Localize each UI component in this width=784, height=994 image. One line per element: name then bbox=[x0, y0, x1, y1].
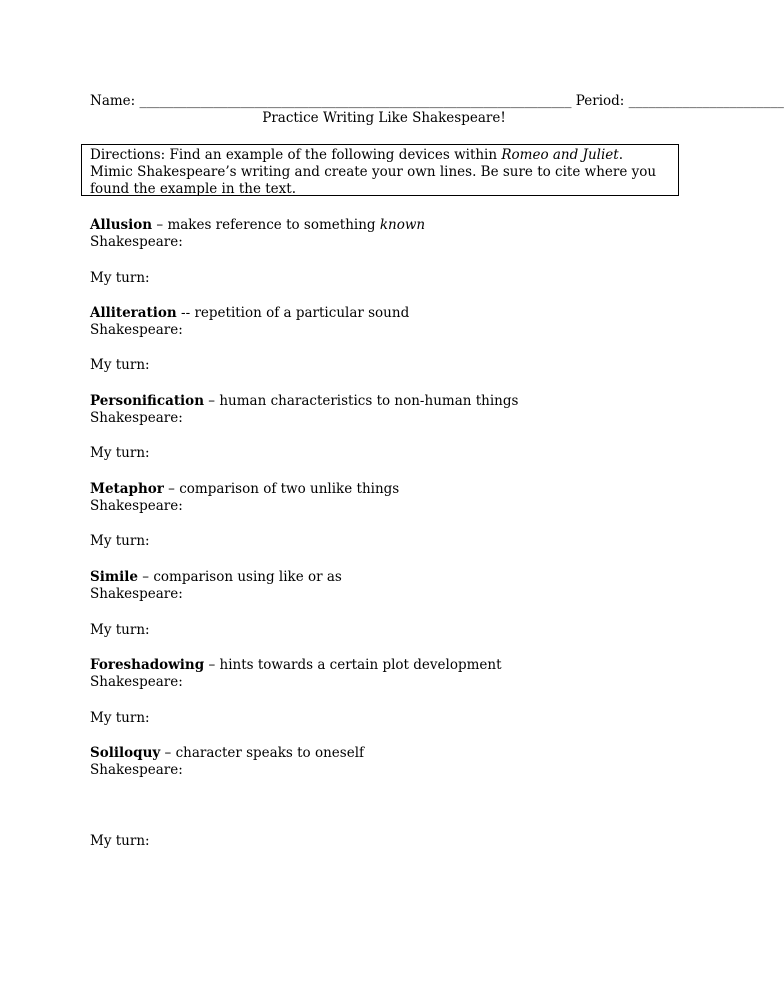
device-definition: -- repetition of a particular sound bbox=[176, 305, 410, 321]
worksheet-title: Practice Writing Like Shakespeare! bbox=[262, 110, 506, 126]
device-alliteration bbox=[90, 305, 409, 322]
directions-text-start: Directions: Find an example of the following devices within bbox=[90, 147, 502, 163]
my-turn-label: My turn: bbox=[90, 622, 150, 638]
device-term: Simile bbox=[90, 569, 139, 585]
shakespeare-label: Shakespeare: bbox=[90, 586, 183, 602]
device-definition: – human characteristics to non-human things bbox=[204, 393, 519, 409]
shakespeare-label: Shakespeare: bbox=[90, 322, 183, 338]
device-personification bbox=[90, 393, 518, 410]
device-term: Metaphor bbox=[90, 481, 164, 497]
device-term: Allusion bbox=[90, 217, 153, 233]
device-term: Soliloquy bbox=[90, 745, 161, 761]
directions-text-end: . Mimic Shakespeare’s writing and create your own lines. Be sure to cite where you found the example in the text. bbox=[90, 147, 657, 197]
my-turn-label: My turn: bbox=[90, 833, 150, 849]
play-title: Romeo and Juliet bbox=[501, 147, 619, 163]
period-label: Period: bbox=[575, 93, 625, 109]
my-turn-label: My turn: bbox=[90, 710, 150, 726]
my-turn-label: My turn: bbox=[90, 445, 150, 461]
device-emphasis: known bbox=[379, 217, 426, 233]
name-blank[interactable]: ________________________________________________________________ bbox=[139, 93, 572, 109]
device-simile bbox=[90, 569, 342, 586]
device-definition: – makes reference to something bbox=[152, 217, 380, 233]
my-turn-label: My turn: bbox=[90, 357, 150, 373]
device-term: Personification bbox=[90, 393, 205, 409]
my-turn-label: My turn: bbox=[90, 533, 150, 549]
device-term: Foreshadowing bbox=[90, 657, 205, 673]
shakespeare-label: Shakespeare: bbox=[90, 234, 183, 250]
shakespeare-label: Shakespeare: bbox=[90, 762, 183, 778]
shakespeare-label: Shakespeare: bbox=[90, 498, 183, 514]
name-period-line bbox=[90, 93, 784, 110]
period-blank[interactable]: _______________________ bbox=[628, 93, 784, 109]
name-label: Name: bbox=[90, 93, 136, 109]
shakespeare-label: Shakespeare: bbox=[90, 674, 183, 690]
device-definition: – character speaks to oneself bbox=[160, 745, 365, 761]
device-definition: – comparison of two unlike things bbox=[163, 481, 400, 497]
device-metaphor bbox=[90, 481, 399, 498]
my-turn-label: My turn: bbox=[90, 270, 150, 286]
device-soliloquy bbox=[90, 745, 364, 762]
device-allusion bbox=[90, 217, 425, 234]
device-foreshadowing bbox=[90, 657, 502, 674]
device-definition: – hints towards a certain plot development bbox=[204, 657, 502, 673]
device-definition: – comparison using like or as bbox=[138, 569, 342, 585]
shakespeare-label: Shakespeare: bbox=[90, 410, 183, 426]
directions-box bbox=[81, 144, 679, 196]
device-term: Alliteration bbox=[90, 305, 177, 321]
